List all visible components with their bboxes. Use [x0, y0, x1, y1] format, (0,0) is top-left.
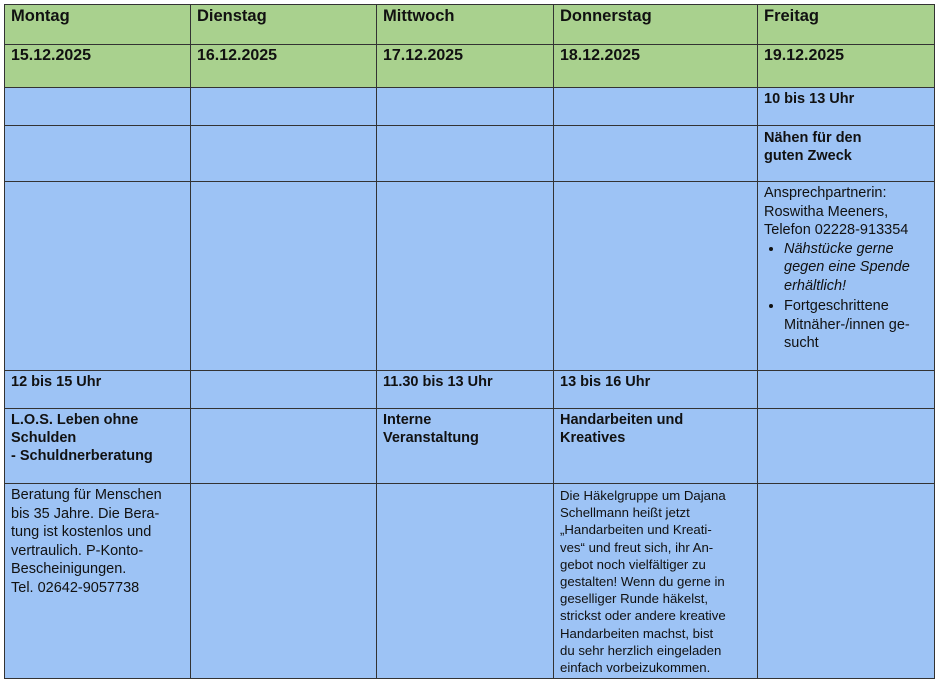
- desc-line: gestalten! Wenn du gerne in: [560, 574, 725, 590]
- desc-line: gebot noch vielfältiger zu: [560, 556, 706, 572]
- title-line: Nähen für den: [764, 130, 862, 146]
- title-line: L.O.S. Leben ohne: [11, 412, 139, 428]
- desc-line: Beratung für Menschen: [11, 487, 162, 503]
- thursday-event-details: [554, 484, 758, 679]
- date-friday: 19.12.2025: [758, 45, 935, 88]
- contact-line: Ansprechpartnerin:: [764, 185, 887, 201]
- desc-line: bis 35 Jahre. Die Bera-: [11, 505, 160, 522]
- empty-cell: [191, 182, 377, 371]
- header-wednesday: Mittwoch: [377, 5, 554, 45]
- title-line: Veranstaltung: [383, 430, 479, 446]
- bullet-line: Mitnäher-/innen ge-: [784, 316, 910, 333]
- desc-line: Die Häkelgruppe um Dajana: [560, 488, 726, 503]
- desc-line: geselliger Runde häkelst,: [560, 591, 709, 607]
- contact-line: Telefon 02228-913354: [764, 222, 909, 238]
- empty-cell: [191, 484, 377, 679]
- empty-cell: [554, 88, 758, 126]
- wednesday-time: 11.30 bis 13 Uhr: [377, 371, 554, 409]
- empty-cell: [554, 126, 758, 182]
- friday-details-row: [5, 182, 935, 371]
- desc-line: du sehr herzlich eingeladen: [560, 642, 722, 658]
- header-thursday: Donnerstag: [554, 5, 758, 45]
- desc-line: strickst oder andere kreative: [560, 608, 726, 624]
- bullet-line: • Fortgeschrittene: [784, 298, 889, 314]
- desc-line: tung ist kostenlos und: [11, 524, 152, 540]
- monday-time: 12 bis 15 Uhr: [5, 371, 191, 409]
- desc-line: Bescheinigungen.: [11, 561, 127, 577]
- friday-title-row: [5, 126, 935, 182]
- bullet-line: • Nähstücke gerne: [784, 240, 894, 257]
- weekly-schedule-table: [4, 4, 935, 679]
- time-row: [5, 371, 935, 409]
- schedule-page: [4, 4, 935, 679]
- desc-line: vertraulich. P-Konto-: [11, 542, 144, 559]
- title-line: guten Zweck: [764, 148, 852, 164]
- monday-event-title: [5, 409, 191, 484]
- empty-cell: [758, 409, 935, 484]
- monday-event-details: [5, 484, 191, 679]
- empty-cell: [377, 484, 554, 679]
- title-line: - Schuldnerberatung: [11, 448, 153, 464]
- empty-cell: [191, 88, 377, 126]
- header-tuesday: Dienstag: [191, 5, 377, 45]
- empty-cell: [191, 371, 377, 409]
- empty-cell: [5, 182, 191, 371]
- friday-time: 10 bis 13 Uhr: [758, 88, 935, 126]
- empty-cell: [554, 182, 758, 371]
- title-line: Handarbeiten und: [560, 412, 684, 428]
- title-line: Interne: [383, 412, 432, 428]
- date-wednesday: 17.12.2025: [377, 45, 554, 88]
- date-thursday: 18.12.2025: [554, 45, 758, 88]
- empty-cell: [377, 88, 554, 126]
- date-tuesday: 16.12.2025: [191, 45, 377, 88]
- desc-line: Handarbeiten machst, bist: [560, 625, 714, 641]
- header-friday: Freitag: [758, 5, 935, 45]
- wednesday-event-title: [377, 409, 554, 484]
- friday-event-details: [758, 182, 935, 371]
- thursday-event-title: [554, 409, 758, 484]
- date-monday: 15.12.2025: [5, 45, 191, 88]
- bullet-line: sucht: [784, 335, 819, 351]
- weekday-header-row: [5, 5, 935, 45]
- empty-cell: [377, 126, 554, 182]
- empty-cell: [758, 484, 935, 679]
- title-line: Schulden: [11, 430, 77, 446]
- title-line: Kreatives: [560, 430, 626, 446]
- bullet-line: erhältlich!: [784, 277, 847, 294]
- empty-cell: [191, 126, 377, 182]
- desc-line: Schellmann heißt jetzt: [560, 505, 690, 521]
- thursday-time: 13 bis 16 Uhr: [554, 371, 758, 409]
- event-title-row: [5, 409, 935, 484]
- empty-cell: [5, 126, 191, 182]
- bullet-item: [784, 297, 928, 353]
- desc-line: ves“ und freut sich, ihr An-: [560, 539, 714, 555]
- friday-time-row: [5, 88, 935, 126]
- empty-cell: [758, 371, 935, 409]
- desc-line: Tel. 02642-9057738: [11, 579, 140, 596]
- desc-line: „Handarbeiten und Kreati-: [560, 522, 712, 538]
- date-row: [5, 45, 935, 88]
- header-monday: Montag: [5, 5, 191, 45]
- friday-event-title: [758, 126, 935, 182]
- empty-cell: [5, 88, 191, 126]
- desc-line: einfach vorbeizukommen.: [560, 660, 711, 676]
- bullet-line: gegen eine Spende: [784, 259, 910, 275]
- bullet-item: [784, 240, 928, 296]
- friday-bullet-list: [764, 240, 928, 353]
- event-details-row: [5, 484, 935, 679]
- contact-line: Roswitha Meeners,: [764, 203, 889, 220]
- empty-cell: [377, 182, 554, 371]
- empty-cell: [191, 409, 377, 484]
